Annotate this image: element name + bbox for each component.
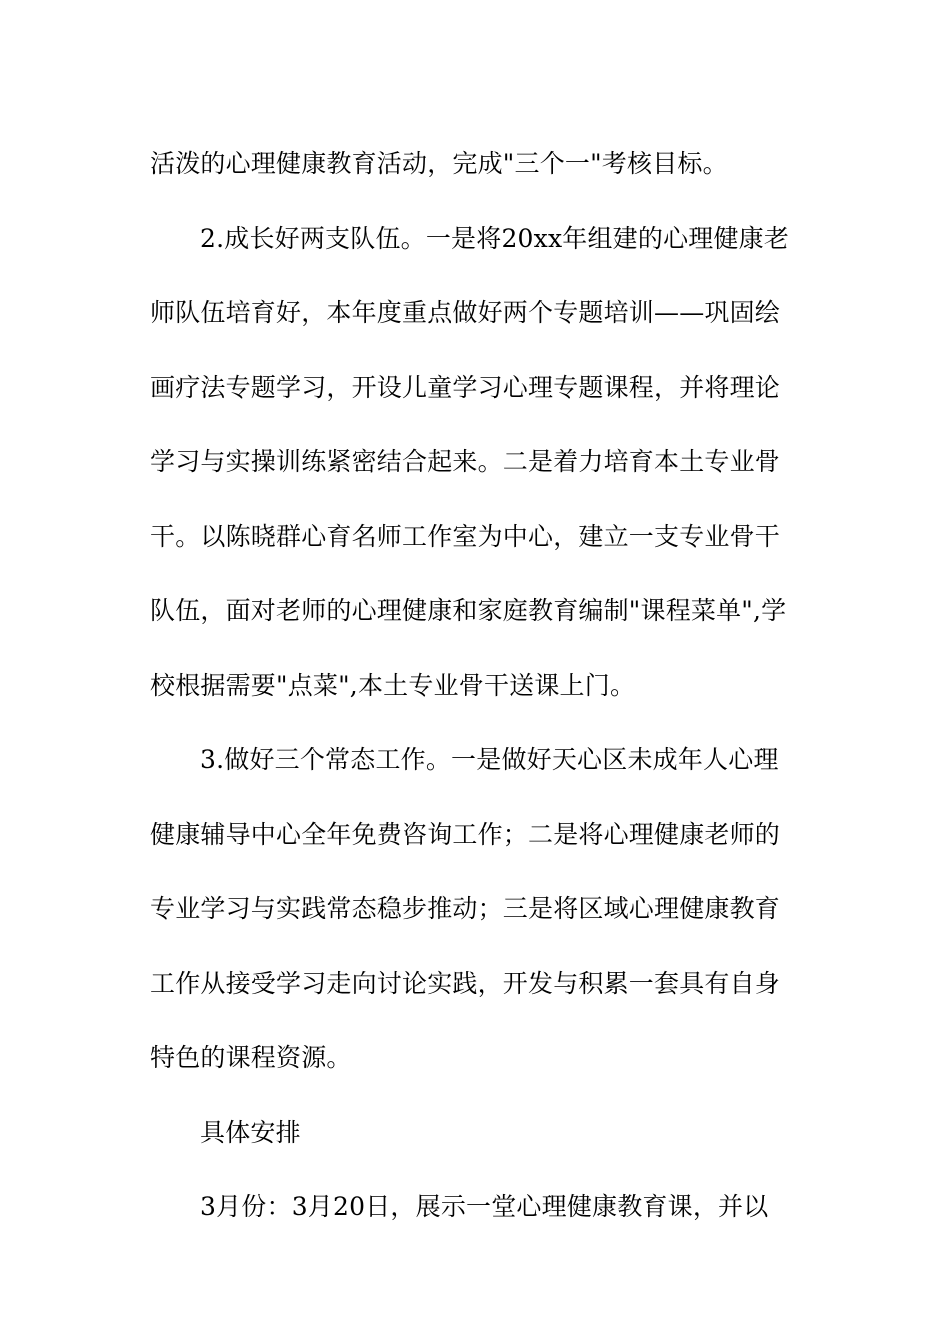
document-body bbox=[150, 127, 800, 1245]
paragraph-line: 2.成长好两支队伍。一是将20xx年组建的心理健康老 bbox=[200, 223, 790, 253]
paragraph-line: 特色的课程资源。 bbox=[150, 1043, 352, 1072]
paragraph-line: 画疗法专题学习，开设儿童学习心理专题课程，并将理论 bbox=[150, 372, 781, 402]
paragraph-line: 健康辅导中心全年免费咨询工作；二是将心理健康老师的 bbox=[150, 819, 781, 849]
paragraph-line: 队伍，面对老师的心理健康和家庭教育编制"课程菜单",学 bbox=[150, 596, 787, 625]
paragraph-line: 3.做好三个常态工作。一是做好天心区未成年人心理 bbox=[200, 745, 779, 774]
paragraph-line: 校根据需要"点菜",本土专业骨干送课上门。 bbox=[150, 670, 636, 700]
paragraph-line: 活泼的心理健康教育活动，完成"三个一"考核目标。 bbox=[150, 149, 728, 178]
paragraph-line: 干。以陈晓群心育名师工作室为中心，建立一支专业骨干 bbox=[150, 521, 781, 551]
paragraph-line: 工作从接受学习走向讨论实践，开发与积累一套具有自身 bbox=[150, 968, 781, 998]
section-heading: 具体安排 bbox=[200, 1117, 301, 1147]
paragraph-line: 学习与实操训练紧密结合起来。二是着力培育本土专业骨 bbox=[150, 447, 781, 476]
paragraph-line: 师队伍培育好，本年度重点做好两个专题培训——巩固绘 bbox=[150, 298, 781, 327]
paragraph-line: 专业学习与实践常态稳步推动；三是将区域心理健康教育 bbox=[150, 894, 781, 923]
paragraph-line: 3月份：3月20日，展示一堂心理健康教育课，并以 bbox=[200, 1192, 769, 1221]
